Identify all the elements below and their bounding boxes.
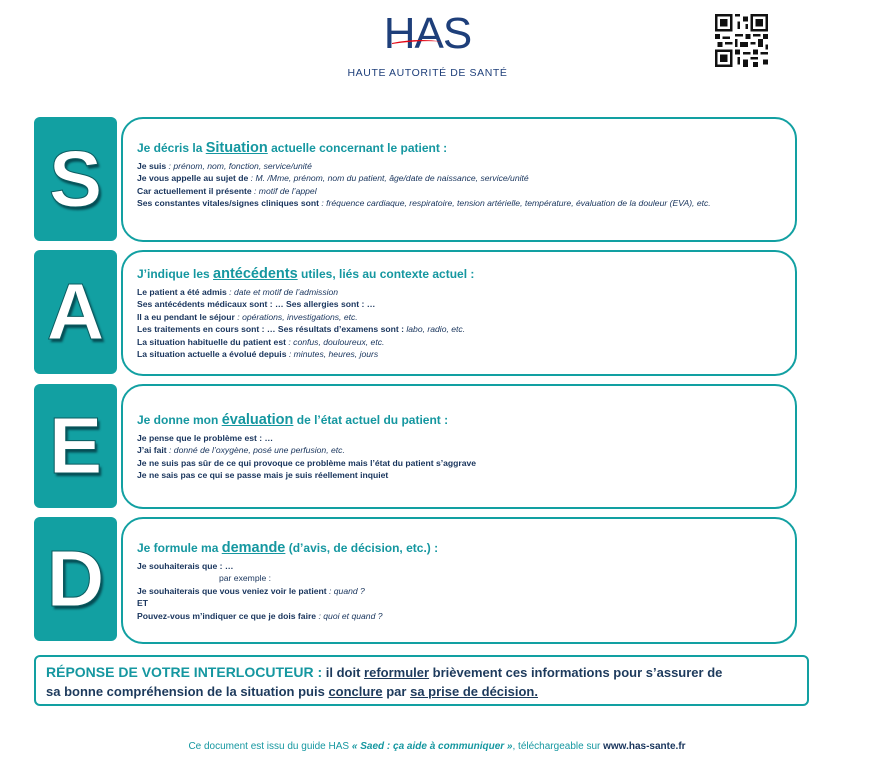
keyword-decision: sa prise de décision. [410,684,538,699]
section-card-situation [121,117,797,242]
org-name: HAUTE AUTORITÉ DE SANTÉ [347,67,508,79]
section-heading [137,412,783,428]
section-line: La situation habituelle du patient est : confus, douloureux, etc. [137,336,385,347]
section-card-evaluation [121,384,797,509]
section-line: Je pense que le problème est : … [137,433,274,443]
section-card-antecedents [121,250,797,376]
response-line-2: sa bonne compréhension de la situation puis conclure par sa prise de décision. [46,684,538,699]
section-letter: D [46,534,105,623]
site-link[interactable]: www.has-sante.fr [603,741,686,752]
heading-post: actuelle concernant le patient : [271,141,448,155]
footer-note: Ce document est issu du guide HAS « Saed : ça aide à communiquer », téléchargeable sur www.has-sante.fr [188,741,686,752]
section-line: J’ai fait : donné de l’oxygène, posé une perfusion, etc. [137,445,345,456]
heading-post: de l’état actuel du patient : [296,413,449,427]
heading-keyword: antécédents [213,266,298,282]
heading-pre: Je donne mon [137,413,219,427]
has-logo [330,9,525,84]
section-line: Car actuellement il présente : motif de l’appel [137,185,317,196]
heading-pre: J’indique les [137,267,210,281]
heading-pre: Je formule ma [137,541,219,555]
response-box [34,655,809,706]
section-line: Les traitements en cours sont : … Ses résultats d’examens sont : labo, radio, etc. [137,324,466,335]
letter-box-e [34,384,117,508]
section-card-demande [121,517,797,644]
heading-pre: Je décris la [137,141,203,155]
letter-box-s [34,117,117,241]
section-line: Ses constantes vitales/signes cliniques sont : fréquence cardiaque, respiratoire, tension artérielle, température, évaluation de la douleur (EVA), etc. [137,198,711,209]
keyword-conclure: conclure [328,684,383,699]
section-line: Je souhaiterais que vous veniez voir le patient : quand ? [137,585,365,596]
section-heading [137,140,783,156]
section-line: Je ne sais pas ce qui se passe mais je suis réellement inquiet [137,470,389,481]
logo-mark [383,9,472,58]
logo-swoosh-icon [392,39,442,44]
section-letter: E [48,401,103,490]
guide-title: « Saed : ça aide à communiquer » [351,741,513,752]
section-letter: S [48,134,103,223]
section-line: La situation actuelle a évolué depuis : minutes, heures, jours [137,349,379,360]
section-line: par exemple : [219,573,272,584]
section-letter: A [46,267,105,356]
keyword-reformuler: reformuler [364,665,430,680]
section-line: ET [137,598,148,609]
heading-keyword: évaluation [221,412,294,428]
section-line: Je souhaiterais que : … [137,561,234,571]
section-line: Je ne suis pas sûr de ce qui provoque ce problème mais l’état du patient s’aggrave [137,457,477,468]
heading-keyword: Situation [205,140,268,156]
section-line: Pouvez-vous m’indiquer ce que je dois faire : quoi et quand ? [137,610,383,621]
heading-keyword: demande [221,540,286,556]
section-line: Ses antécédents médicaux sont : … Ses allergies sont : … [137,299,376,310]
letter-box-a [34,250,117,374]
heading-post: (d’avis, de décision, etc.) : [288,541,439,555]
heading-post: utiles, liés au contexte actuel : [301,267,475,281]
logo-text: HAS [383,9,472,58]
response-line-1: RÉPONSE DE VOTRE INTERLOCUTEUR : il doit reformuler brièvement ces informations pour s’assurer de [46,664,723,680]
qr-code-icon [715,14,768,67]
response-title: RÉPONSE DE VOTRE INTERLOCUTEUR : [46,664,323,680]
letter-box-d [34,517,117,641]
section-line: Le patient a été admis : date et motif de l’admission [137,287,339,297]
section-line: Je vous appelle au sujet de : M. /Mme, prénom, nom du patient, âge/date de naissance, service/unité [137,173,529,184]
section-line: Je suis : prénom, nom, fonction, service/unité [137,161,312,171]
section-line: Il a eu pendant le séjour : opérations, investigations, etc. [137,311,358,322]
section-heading [137,540,783,556]
section-heading [137,266,783,282]
